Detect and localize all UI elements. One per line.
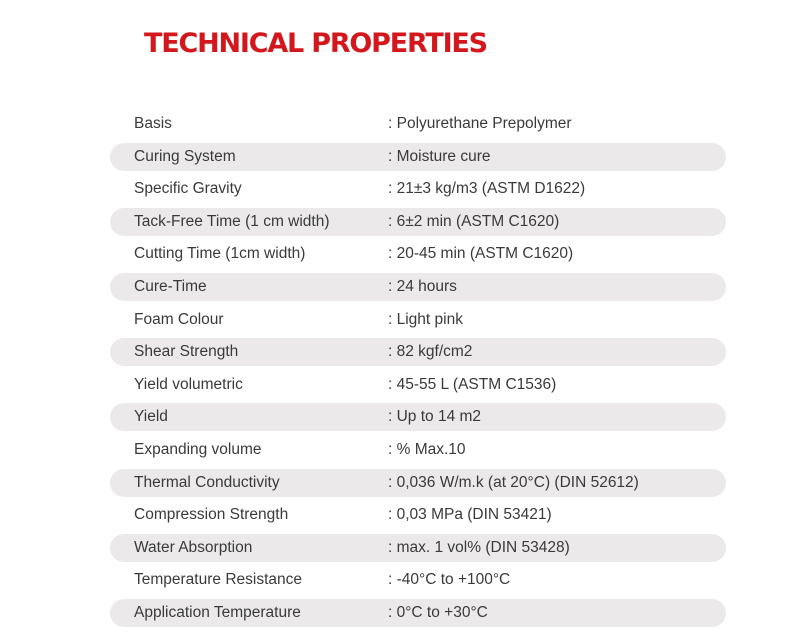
property-label: Tack-Free Time (1 cm width)	[134, 212, 330, 230]
table-row	[110, 208, 726, 236]
table-row	[110, 240, 726, 268]
property-value: : -40°C to +100°C	[388, 571, 511, 589]
property-value: : Up to 14 m2	[388, 408, 482, 426]
table-row	[110, 338, 726, 366]
property-value: : 45-55 L (ASTM C1536)	[388, 375, 557, 393]
property-value: : max. 1 vol% (DIN 53428)	[388, 538, 570, 556]
properties-table	[110, 110, 726, 632]
property-label: Foam Colour	[134, 310, 224, 328]
table-row	[110, 599, 726, 627]
property-label: Compression Strength	[134, 506, 289, 524]
property-value: : 0,036 W/m.k (at 20°C) (DIN 52612)	[388, 473, 639, 491]
table-row	[110, 175, 726, 203]
property-label: Yield	[134, 408, 168, 426]
table-row	[110, 371, 726, 399]
table-row	[110, 534, 726, 562]
property-label: Water Absorption	[134, 538, 253, 556]
table-row	[110, 566, 726, 594]
property-value: : 21±3 kg/m3 (ASTM D1622)	[388, 180, 586, 198]
table-row	[110, 436, 726, 464]
table-row	[110, 403, 726, 431]
property-label: Thermal Conductivity	[134, 473, 280, 491]
property-label: Yield volumetric	[134, 375, 243, 393]
page-title: TECHNICAL PROPERTIES	[144, 28, 487, 59]
property-value: : 0°C to +30°C	[388, 603, 488, 621]
table-row	[110, 110, 726, 138]
property-label: Expanding volume	[134, 440, 262, 458]
property-value: : 20-45 min (ASTM C1620)	[388, 245, 574, 263]
property-value: : % Max.10	[388, 440, 466, 458]
property-label: Shear Strength	[134, 343, 239, 361]
property-value: : 0,03 MPa (DIN 53421)	[388, 506, 552, 524]
property-value: : 24 hours	[388, 277, 457, 295]
property-value: : Moisture cure	[388, 147, 491, 165]
table-row	[110, 143, 726, 171]
property-value: : 6±2 min (ASTM C1620)	[388, 212, 560, 230]
property-value: : 82 kgf/cm2	[388, 343, 473, 361]
property-label: Cutting Time (1cm width)	[134, 245, 306, 263]
table-row	[110, 501, 726, 529]
property-label: Specific Gravity	[134, 180, 242, 198]
property-label: Temperature Resistance	[134, 571, 302, 589]
property-label: Basis	[134, 115, 172, 132]
property-label: Curing System	[134, 147, 236, 165]
property-label: Application Temperature	[134, 603, 301, 621]
property-value: : Polyurethane Prepolymer	[388, 115, 572, 132]
property-label: Cure-Time	[134, 277, 207, 295]
property-value: : Light pink	[388, 310, 463, 328]
table-row	[110, 306, 726, 334]
table-row	[110, 273, 726, 301]
table-row	[110, 469, 726, 497]
